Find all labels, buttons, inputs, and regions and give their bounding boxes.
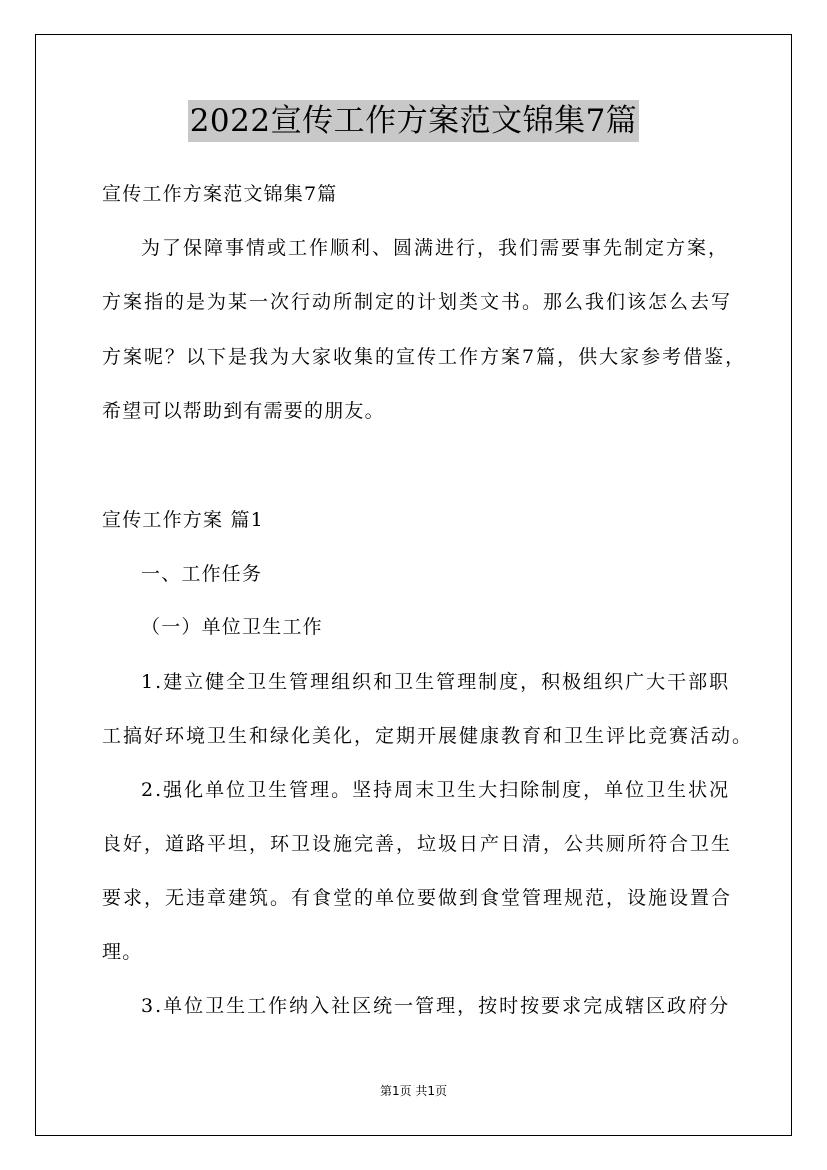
heading-level-1: 一、工作任务 (141, 563, 263, 585)
body-line-5: 要求，无违章建筑。有食堂的单位要做到食堂管理规范，设施设置合 (102, 887, 733, 909)
document-subtitle: 宣传工作方案范文锦集7篇 (102, 183, 338, 205)
document-title-wrap (0, 100, 827, 142)
body-line-3: 2.强化单位卫生管理。坚持周末卫生大扫除制度，单位卫生状况 (141, 779, 731, 801)
body-line-2: 工搞好环境卫生和绿化美化，定期开展健康教育和卫生评比竞赛活动。 (102, 725, 754, 747)
body-line-6: 理。 (102, 941, 143, 963)
body-line-1: 1.建立健全卫生管理组织和卫生管理制度，积极组织广大干部职 (141, 671, 731, 693)
section-heading: 宣传工作方案 篇1 (102, 509, 264, 531)
intro-line-2: 方案指的是为某一次行动所制定的计划类文书。那么我们该怎么去写 (102, 291, 733, 313)
intro-line-1: 为了保障事情或工作顺利、圆满进行，我们需要事先制定方案， (141, 237, 730, 259)
intro-line-3: 方案呢？以下是我为大家收集的宣传工作方案7篇，供大家参考借鉴， (102, 346, 747, 368)
body-line-4: 良好，道路平坦，环卫设施完善，垃圾日产日清，公共厕所符合卫生 (102, 833, 733, 855)
page-footer: 第1页 共1页 (379, 1084, 448, 1098)
intro-line-4: 希望可以帮助到有需要的朋友。 (102, 400, 385, 422)
document-title: 2022宣传工作方案范文锦集7篇 (188, 100, 640, 142)
heading-level-2: （一）单位卫生工作 (141, 616, 323, 638)
body-line-7: 3.单位卫生工作纳入社区统一管理，按时按要求完成辖区政府分 (141, 995, 731, 1017)
